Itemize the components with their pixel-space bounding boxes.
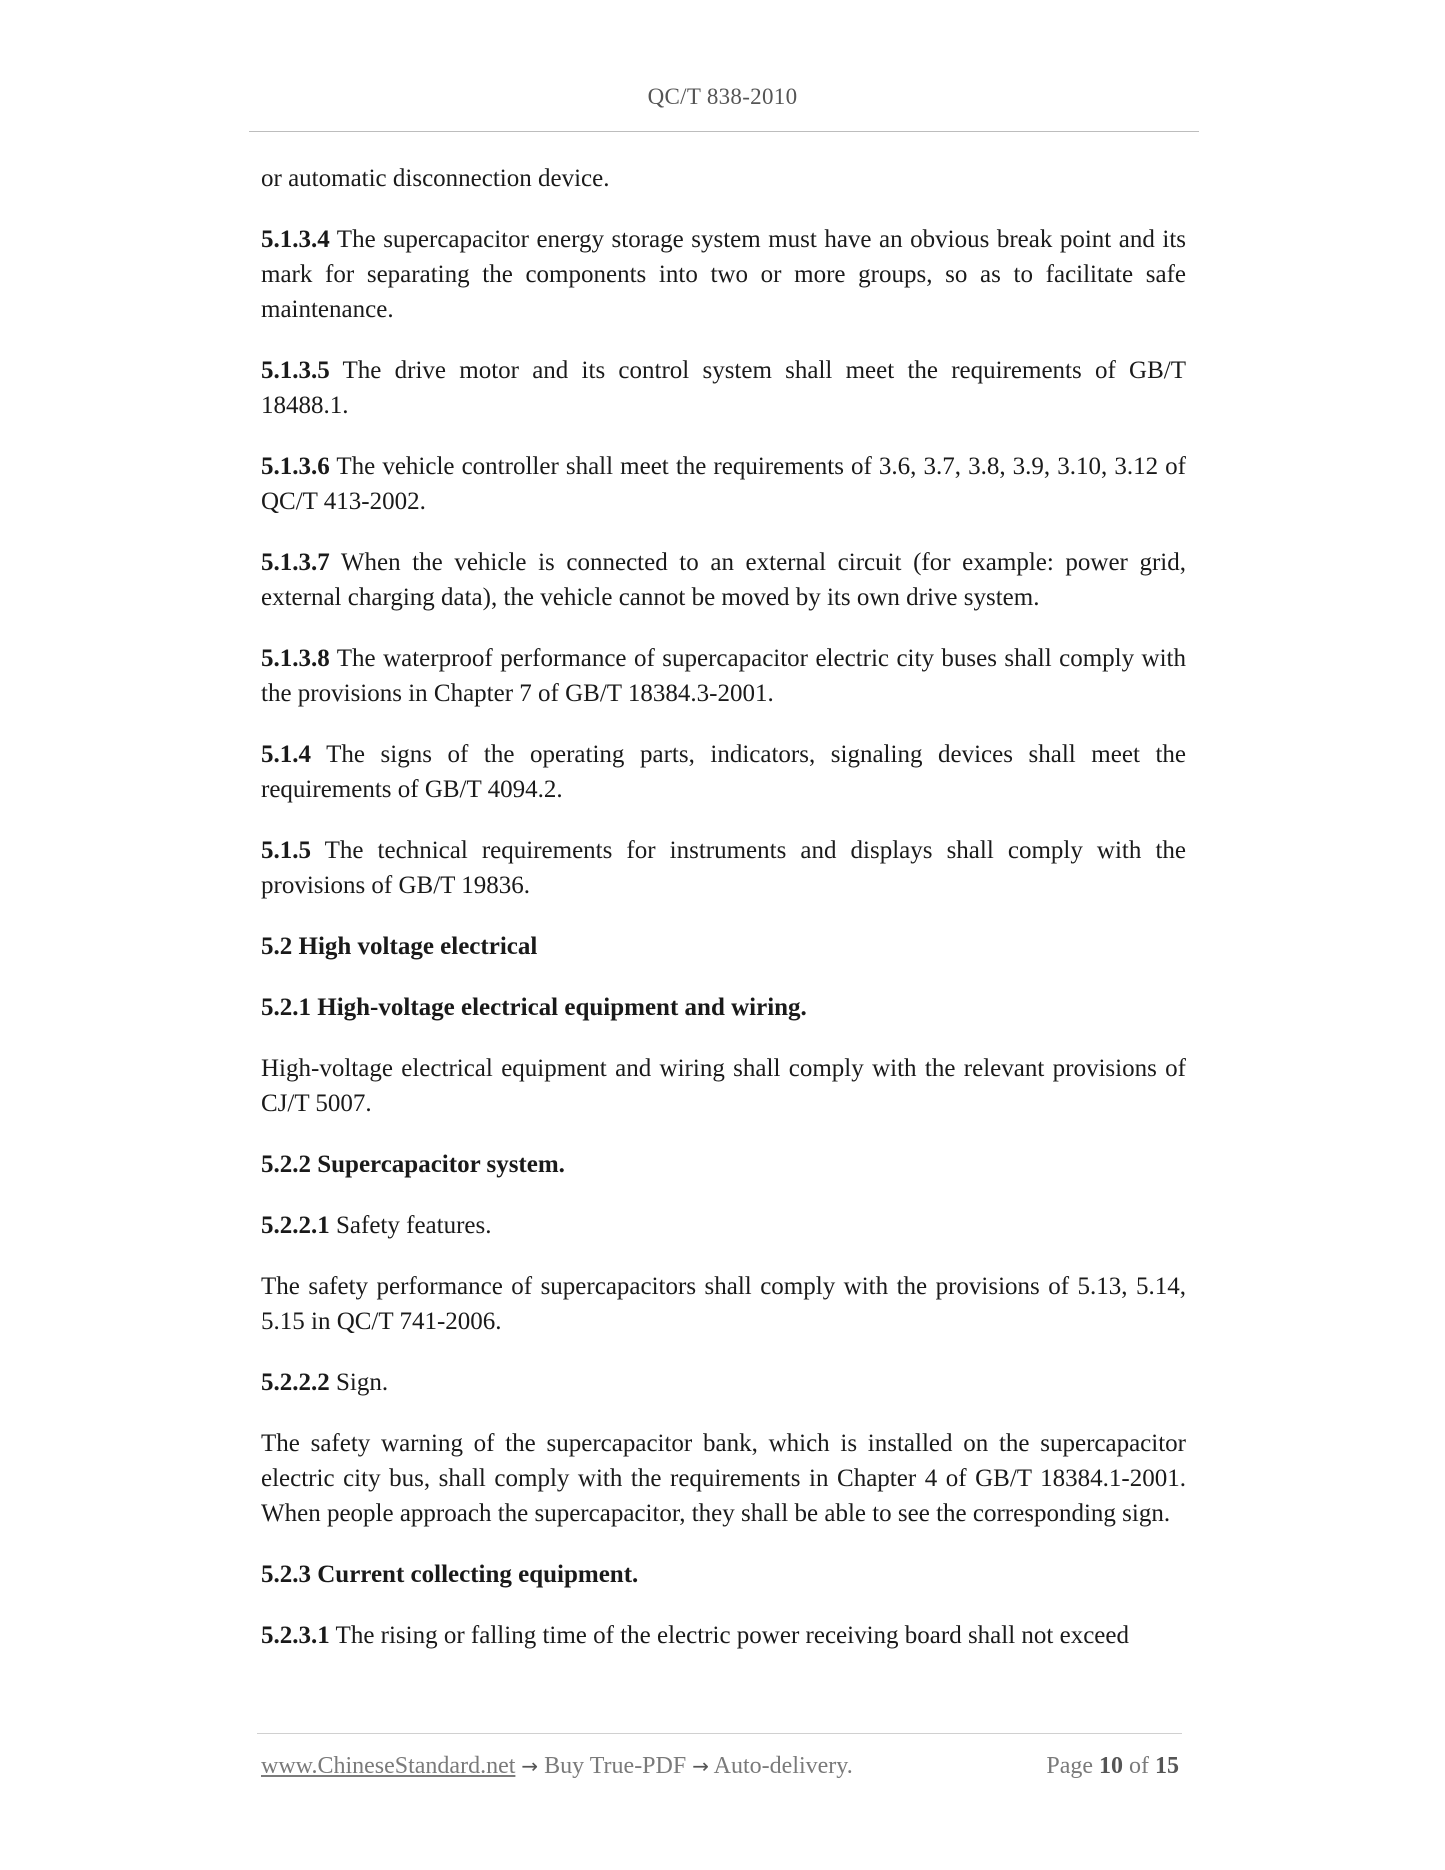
paragraph-text: or automatic disconnection device. <box>261 165 610 192</box>
clause-5-2-3-1 <box>261 1618 1186 1653</box>
section-heading-5-2-3 <box>261 1557 1186 1592</box>
section-heading-5-2-2 <box>261 1147 1186 1182</box>
clause-5-2-2-1 <box>261 1208 1186 1243</box>
clause-text: The waterproof performance of supercapacitor electric city buses shall comply with the provisions in Chapter 7 of GB/T 18384.3-2001. <box>261 645 1186 707</box>
clause-number: 5.2.2.1 <box>261 1212 330 1239</box>
clause-text: When the vehicle is connected to an external circuit (for example: power grid, external charging data), the vehicle cannot be moved by its own drive system. <box>261 549 1186 611</box>
clause-5-1-5 <box>261 833 1186 903</box>
clause-5-1-3-7 <box>261 545 1186 615</box>
page-label: Page <box>1046 1753 1093 1779</box>
paragraph-text: High-voltage electrical equipment and wiring shall comply with the relevant provisions of CJ/T 5007. <box>261 1055 1186 1117</box>
clause-text: The vehicle controller shall meet the requirements of 3.6, 3.7, 3.8, 3.9, 3.10, 3.12 of QC/T 413-2002. <box>261 453 1186 515</box>
clause-number: 5.1.3.6 <box>261 453 330 480</box>
clause-5-1-4 <box>261 737 1186 807</box>
page-indicator <box>1046 1750 1179 1782</box>
clause-text: The rising or falling time of the electric power receiving board shall not exceed <box>329 1622 1129 1649</box>
section-heading: 5.2 High voltage electrical <box>261 933 538 960</box>
arrow-right-icon: → <box>692 1754 709 1778</box>
clause-text: Safety features. <box>329 1212 492 1239</box>
footer-divider <box>257 1733 1182 1734</box>
page-header-title: QC/T 838-2010 <box>647 84 798 109</box>
clause-number: 5.2.2.2 <box>261 1369 330 1396</box>
clause-text: The supercapacitor energy storage system must have an obvious break point and its mark for separating the components into two or more groups, so as to facilitate safe maintenance. <box>261 226 1186 323</box>
clause-text: The drive motor and its control system shall meet the requirements of GB/T 18488.1. <box>261 357 1186 419</box>
paragraph-text: The safety performance of supercapacitors shall comply with the provisions of 5.13, 5.14, 5.15 in QC/T 741-2006. <box>261 1273 1186 1335</box>
page-total: 15 <box>1155 1753 1179 1779</box>
paragraph-continuation <box>261 161 1186 196</box>
clause-5-1-3-5 <box>261 353 1186 423</box>
clause-text: Sign. <box>329 1369 389 1396</box>
clause-5-1-3-6 <box>261 449 1186 519</box>
clause-5-2-2-2 <box>261 1365 1186 1400</box>
site-link[interactable]: www.ChineseStandard.net <box>261 1753 516 1779</box>
section-heading-5-2 <box>261 929 1186 964</box>
paragraph-5-2-1-body <box>261 1051 1186 1121</box>
page-current: 10 <box>1099 1753 1123 1779</box>
auto-delivery-text: Auto-delivery. <box>713 1753 853 1779</box>
clause-5-1-3-8 <box>261 641 1186 711</box>
section-heading: 5.2.2 Supercapacitor system. <box>261 1151 565 1178</box>
clause-text: The technical requirements for instruments and displays shall comply with the provisions of GB/T 19836. <box>261 837 1186 899</box>
clause-text: The signs of the operating parts, indicators, signaling devices shall meet the requirements of GB/T 4094.2. <box>261 741 1186 803</box>
clause-number: 5.1.3.8 <box>261 645 330 672</box>
page-of-label: of <box>1129 1753 1149 1779</box>
clause-5-1-3-4 <box>261 222 1186 327</box>
section-heading-5-2-1 <box>261 990 1186 1025</box>
buy-pdf-text: Buy True-PDF <box>544 1753 687 1779</box>
header-divider <box>249 131 1199 132</box>
clause-number: 5.2.3.1 <box>261 1622 330 1649</box>
clause-number: 5.1.3.5 <box>261 357 330 384</box>
clause-number: 5.1.3.7 <box>261 549 330 576</box>
paragraph-5-2-2-1-body <box>261 1269 1186 1339</box>
clause-number: 5.1.5 <box>261 837 311 864</box>
arrow-right-icon: → <box>521 1754 539 1778</box>
paragraph-text: The safety warning of the supercapacitor bank, which is installed on the supercapacitor electric city bus, shall comply with the requirements in Chapter 4 of GB/T 18384.1-2001. When people approach the supercapacitor, they shall be able to see the corresponding sign. <box>261 1430 1186 1527</box>
section-heading: 5.2.3 Current collecting equipment. <box>261 1561 639 1588</box>
clause-number: 5.1.4 <box>261 741 311 768</box>
section-heading: 5.2.1 High-voltage electrical equipment and wiring. <box>261 994 807 1021</box>
paragraph-5-2-2-2-body <box>261 1426 1186 1531</box>
clause-number: 5.1.3.4 <box>261 226 330 253</box>
footer-promo <box>261 1750 853 1782</box>
document-body <box>261 161 1186 1653</box>
